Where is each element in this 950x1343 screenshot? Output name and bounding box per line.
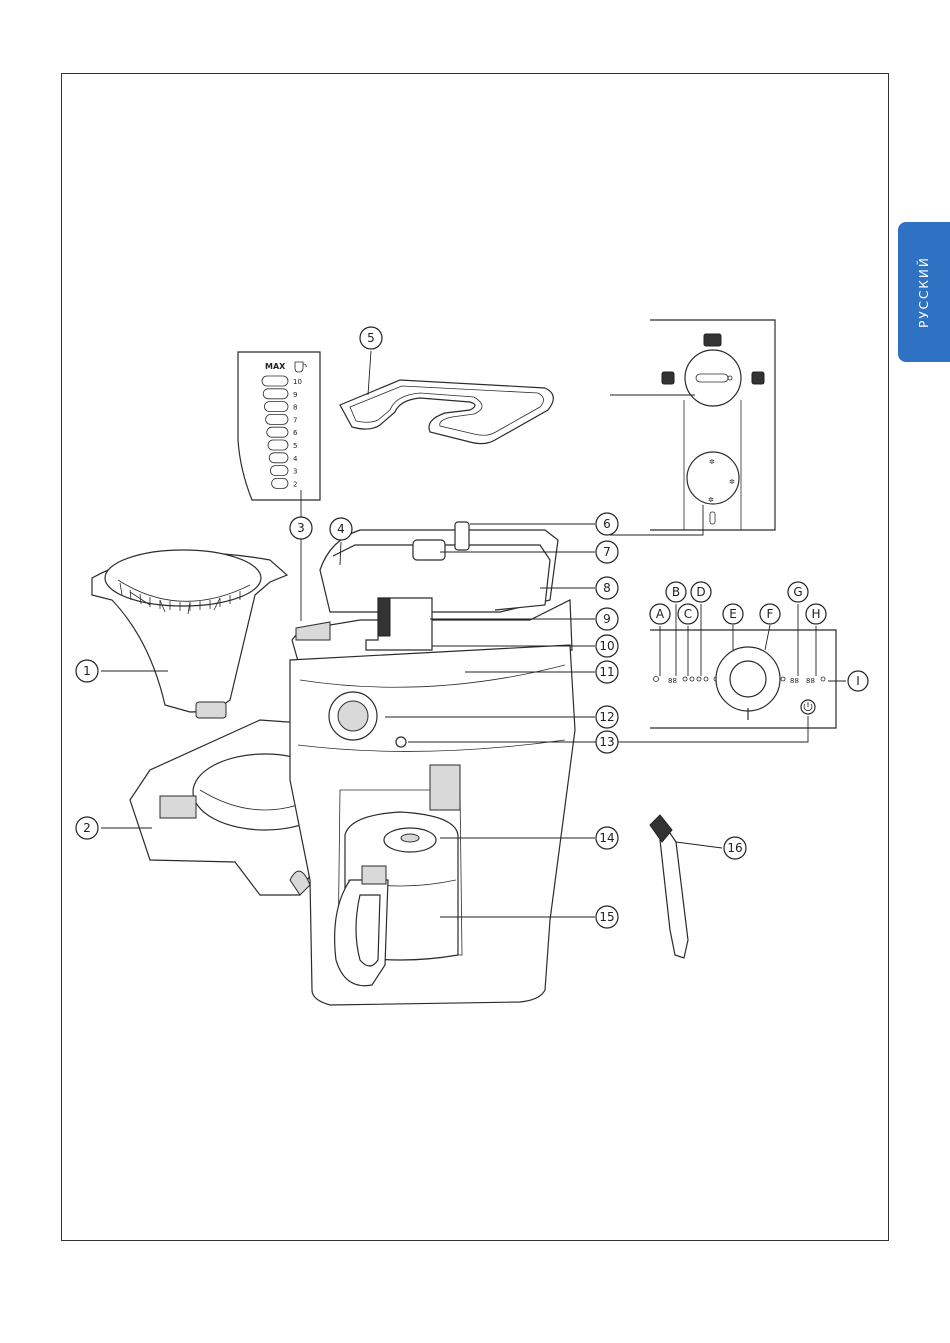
callout-15 xyxy=(596,906,618,928)
level-mark: 5 xyxy=(293,442,298,450)
svg-text:10: 10 xyxy=(599,639,615,653)
letter-d xyxy=(691,582,711,602)
letter-e xyxy=(723,604,743,624)
callout-14 xyxy=(596,827,618,849)
level-pill xyxy=(264,402,288,412)
svg-text:9: 9 xyxy=(603,612,611,626)
level-mark: 10 xyxy=(293,378,302,386)
level-mark: 7 xyxy=(293,416,298,425)
svg-text:15: 15 xyxy=(599,910,615,924)
svg-text:6: 6 xyxy=(603,517,611,531)
level-pill xyxy=(272,478,288,488)
svg-text:7: 7 xyxy=(603,545,611,559)
svg-text:16: 16 xyxy=(727,841,743,855)
cleaning-brush xyxy=(650,815,688,958)
callout-16 xyxy=(724,837,746,859)
svg-text:H: H xyxy=(811,607,821,621)
level-pill xyxy=(262,376,288,386)
display-middle-digits: 88 xyxy=(790,677,799,685)
gasket xyxy=(340,380,553,444)
svg-text:A: A xyxy=(655,607,665,621)
callout-10 xyxy=(596,635,618,657)
letter-i xyxy=(848,671,868,691)
callout-9 xyxy=(596,608,618,630)
callout-13 xyxy=(596,731,618,753)
svg-text:D: D xyxy=(696,585,706,599)
level-mark: 2 xyxy=(293,480,298,489)
svg-text:C: C xyxy=(683,607,693,621)
letter-a xyxy=(650,604,670,624)
svg-text:14: 14 xyxy=(599,831,615,845)
svg-text:B: B xyxy=(671,585,681,599)
svg-text:11: 11 xyxy=(599,665,615,679)
svg-text:1: 1 xyxy=(83,664,91,678)
svg-text:G: G xyxy=(793,585,803,599)
language-tab-label: РУССКИЙ xyxy=(917,256,931,328)
display-right-digits: 88 xyxy=(806,677,815,685)
cup-1-2-icon xyxy=(704,334,721,346)
filter-holder xyxy=(92,550,287,718)
svg-text:2: 2 xyxy=(83,821,91,835)
svg-text:✲: ✲ xyxy=(708,496,714,504)
level-pill xyxy=(263,389,288,399)
callout-12 xyxy=(596,706,618,728)
svg-text:4: 4 xyxy=(337,522,345,536)
max-label: MAX xyxy=(265,362,286,371)
callout-7 xyxy=(596,541,618,563)
level-mark: 8 xyxy=(293,403,298,412)
callout-2 xyxy=(76,817,98,839)
level-mark: 9 xyxy=(293,390,298,399)
water-level-scale xyxy=(238,352,320,500)
level-pill xyxy=(270,466,288,476)
letter-h xyxy=(806,604,826,624)
letter-c xyxy=(678,604,698,624)
svg-text:3: 3 xyxy=(297,521,305,535)
callout-11 xyxy=(596,661,618,683)
level-pill xyxy=(269,453,288,463)
callout-6 xyxy=(596,513,618,535)
display-left-digits: 88 xyxy=(668,677,677,685)
callout-1 xyxy=(76,660,98,682)
letter-b xyxy=(666,582,686,602)
selector-inset xyxy=(650,320,775,530)
svg-text:8: 8 xyxy=(603,581,611,595)
cup-1-icon xyxy=(662,372,674,384)
svg-text:5: 5 xyxy=(367,331,375,345)
letter-g xyxy=(788,582,808,602)
level-mark: 3 xyxy=(293,467,298,476)
svg-text:13: 13 xyxy=(599,735,615,749)
callout-5 xyxy=(360,327,382,349)
level-pill xyxy=(266,414,288,424)
letter-f xyxy=(760,604,780,624)
svg-text:I: I xyxy=(856,674,860,688)
svg-text:12: 12 xyxy=(599,710,615,724)
control-panel-inset xyxy=(650,630,836,728)
svg-text:F: F xyxy=(766,607,774,621)
cup-2-icon xyxy=(752,372,764,384)
svg-text:✲: ✲ xyxy=(709,458,715,466)
level-mark: 6 xyxy=(293,429,298,438)
svg-text:E: E xyxy=(729,607,737,621)
callout-8 xyxy=(596,577,618,599)
level-pill xyxy=(267,427,288,437)
level-mark: 4 xyxy=(293,454,298,463)
svg-text:✲: ✲ xyxy=(729,478,735,486)
level-pill xyxy=(268,440,288,450)
callout-4 xyxy=(330,518,352,540)
callout-3 xyxy=(290,517,312,539)
